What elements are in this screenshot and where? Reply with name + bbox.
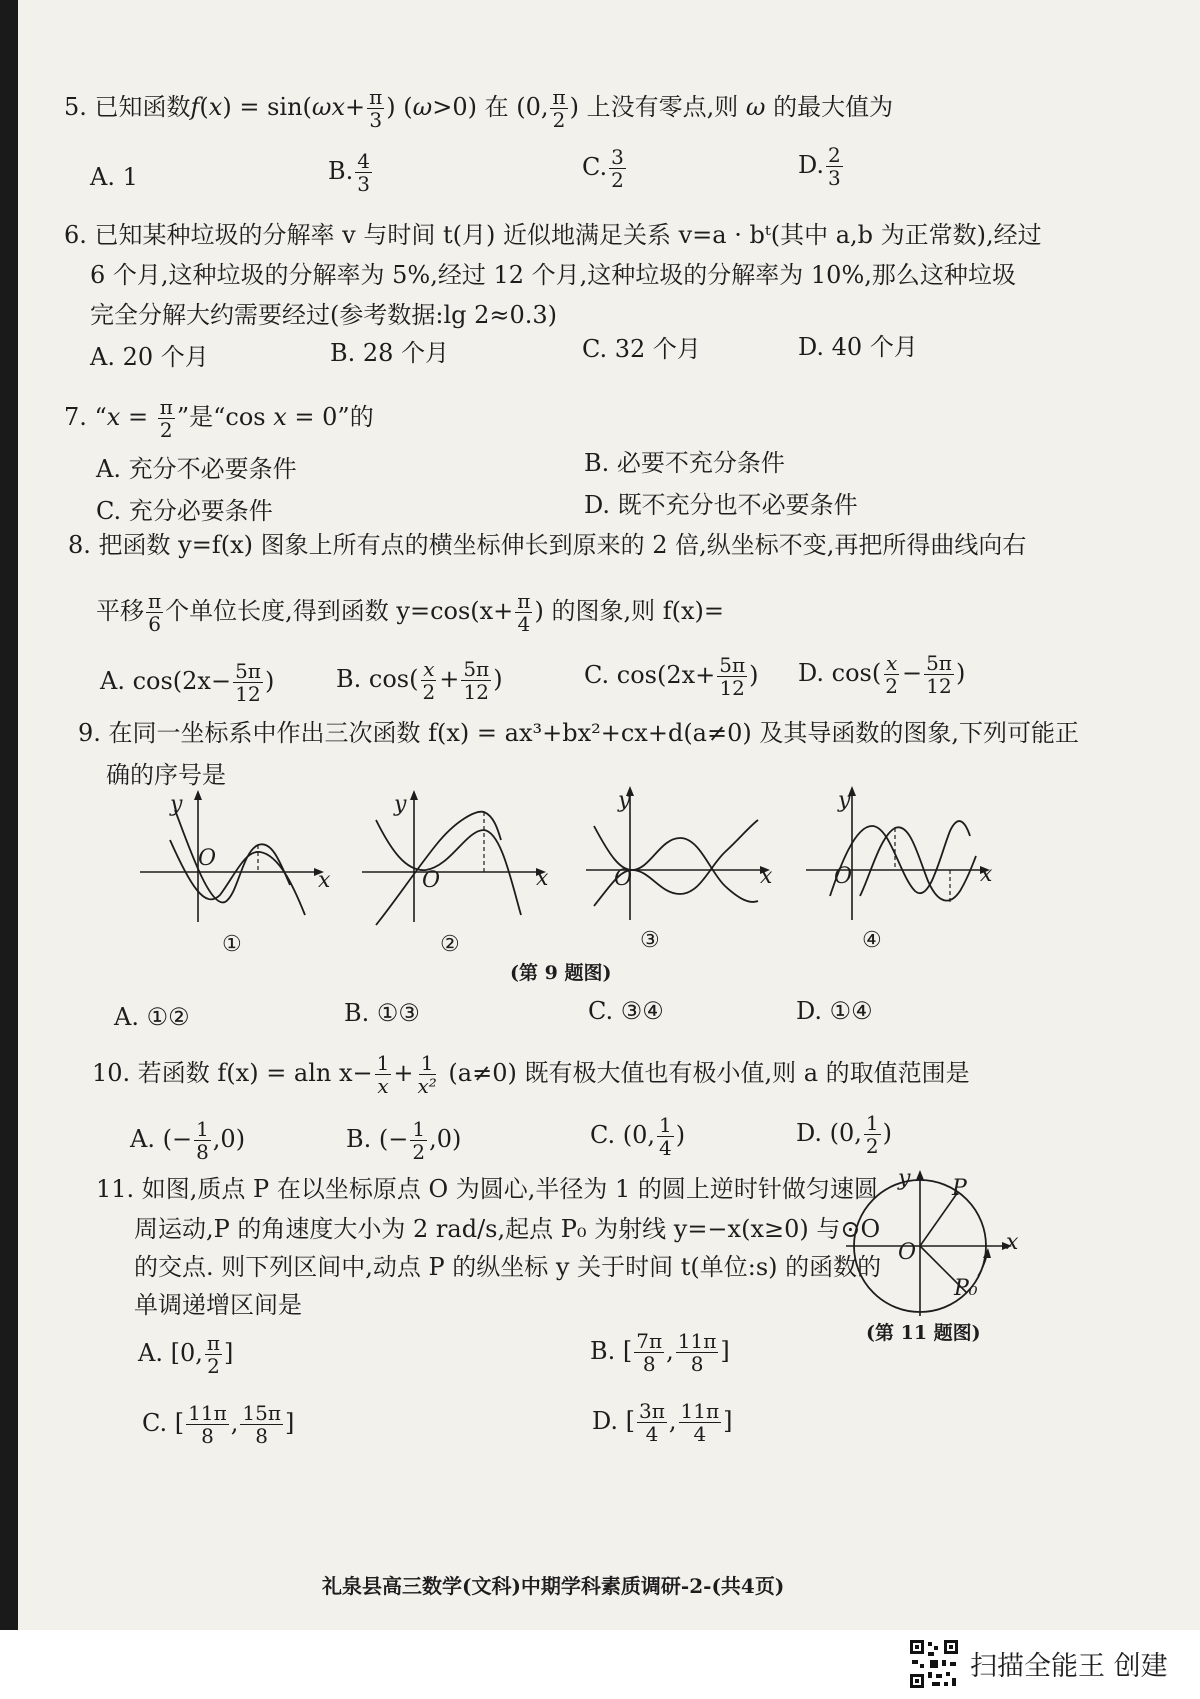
fraction: $\frac{\pi}{2}$ <box>552 85 566 132</box>
axis-label-origin: O <box>614 866 633 891</box>
q9-figure-caption: (第 9 题图) <box>510 962 612 984</box>
q11-stem-line1: 11. 如图,质点 P 在以坐标原点 O 为圆心,半径为 1 的圆上逆时针做匀速圆 <box>96 1175 878 1203</box>
q8-stem-line1: 8. 把函数 y=f(x) 图象上所有点的横坐标伸长到原来的 2 倍,纵坐标不变,再把所得曲线向右 <box>68 531 1027 559</box>
qr-code-icon <box>908 1638 960 1690</box>
axis-label-y: y <box>838 788 851 813</box>
q5-option-c[interactable]: C. $\frac{3}{2}$ <box>582 145 624 192</box>
graph-label-2: ② <box>440 932 460 957</box>
q7-option-a[interactable]: A. 充分不必要条件 <box>96 455 297 483</box>
q11-option-d[interactable]: D. [ $\frac{3\pi}{4}$ , $\frac{11\pi}{4}$ ] <box>592 1399 733 1446</box>
q8-option-b[interactable]: B. cos( $\frac{x}{2}$ + $\frac{5\pi}{12}$ ) <box>336 657 503 704</box>
q5-option-b[interactable]: B. $\frac{4}{3}$ <box>328 149 370 196</box>
q7-option-b[interactable]: B. 必要不充分条件 <box>584 449 785 477</box>
q8-option-d[interactable]: D. cos( $\frac{x}{2}$ − $\frac{5\pi}{12}$ ) <box>798 651 966 698</box>
q7-option-c[interactable]: C. 充分必要条件 <box>96 497 273 525</box>
q8-stem-line2: 平移 $\frac{\pi}{6}$ 个单位长度,得到函数 y=cos(x+ $\frac{\pi}{4}$ ) 的图象,则 f(x)= <box>96 589 724 636</box>
q9-graph-3 <box>580 786 780 926</box>
q10-option-c[interactable]: C. (0, $\frac{1}{4}$ ) <box>590 1113 686 1160</box>
q10-option-a[interactable]: A. (− $\frac{1}{8}$ ,0) <box>130 1117 246 1164</box>
q11-circle-figure <box>840 1170 1020 1320</box>
axis-label-y: y <box>898 1166 911 1191</box>
axis-label-x: x <box>1006 1230 1019 1255</box>
graph-label-1: ① <box>222 932 242 957</box>
axis-label-x: x <box>980 862 993 887</box>
q11-figure-caption: (第 11 题图) <box>866 1322 981 1344</box>
scan-edge <box>0 0 18 1699</box>
axis-label-x: x <box>536 866 549 891</box>
q6-option-d[interactable]: D. 40 个月 <box>798 333 918 361</box>
q5-stem: 5. 已知函数f(x) = sin(ωx+ $\frac{\pi}{3}$ ) (ω>0) 在 (0, $\frac{\pi}{2}$ ) 上没有零点,则 ω 的最大值为 <box>64 85 894 132</box>
watermark-text: 扫描全能王 创建 <box>970 1651 1168 1682</box>
q9-option-a[interactable]: A. ①② <box>114 1003 190 1031</box>
q11-option-c[interactable]: C. [ $\frac{11\pi}{8}$ , $\frac{15\pi}{8}$ ] <box>142 1401 295 1448</box>
axis-label-origin: O <box>834 864 853 889</box>
q6-stem-line2: 6 个月,这种垃圾的分解率为 5%,经过 12 个月,这种垃圾的分解率为 10%,那么这种垃圾 <box>90 261 1016 289</box>
q9-stem-line2: 确的序号是 <box>106 761 226 789</box>
axis-label-origin: O <box>198 846 217 871</box>
q11-option-b[interactable]: B. [ $\frac{7\pi}{8}$ , $\frac{11\pi}{8}$ ] <box>590 1329 730 1376</box>
q6-stem-line1: 6. 已知某种垃圾的分解率 v 与时间 t(月) 近似地满足关系 v=a · bᵗ(其中 a,b 为正常数),经过 <box>64 221 1042 249</box>
axis-label-x: x <box>318 868 331 893</box>
q11-stem-line4: 单调递增区间是 <box>134 1291 302 1319</box>
q9-option-b[interactable]: B. ①③ <box>344 999 420 1027</box>
axis-label-origin: O <box>422 868 441 893</box>
q9-stem-line1: 9. 在同一坐标系中作出三次函数 f(x) = ax³+bx²+cx+d(a≠0) 及其导函数的图象,下列可能正 <box>78 719 1079 747</box>
q6-option-b[interactable]: B. 28 个月 <box>330 339 450 367</box>
axis-label-y: y <box>394 792 407 817</box>
q8-option-a[interactable]: A. cos(2x− $\frac{5\pi}{12}$ ) <box>100 659 275 706</box>
q10-stem: 10. 若函数 f(x) = aln x− $\frac{1}{x}$ + $\frac{1}{\text{x²}}$ (a≠0) 既有极大值也有极小值,则 a 的取值范围是 <box>92 1051 970 1098</box>
q9-graph-2 <box>356 790 556 930</box>
q11-option-a[interactable]: A. [0, $\frac{\pi}{2}$ ] <box>138 1331 234 1378</box>
q7-option-d[interactable]: D. 既不充分也不必要条件 <box>584 491 858 519</box>
q10-option-b[interactable]: B. (− $\frac{1}{2}$ ,0) <box>346 1117 462 1164</box>
q6-stem-line3: 完全分解大约需要经过(参考数据:lg 2≈0.3) <box>90 301 558 329</box>
q6-option-c[interactable]: C. 32 个月 <box>582 335 701 363</box>
q9-option-d[interactable]: D. ①④ <box>796 997 873 1025</box>
page-footer: 礼泉县高三数学(文科)中期学科素质调研-2-(共4页) <box>322 1574 785 1598</box>
fraction: $\frac{\pi}{3}$ <box>369 85 383 132</box>
q9-option-c[interactable]: C. ③④ <box>588 997 664 1025</box>
q7-stem: 7. “x = $\frac{\pi}{2}$ ”是“cos x = 0”的 <box>64 395 374 442</box>
axis-label-y: y <box>618 788 631 813</box>
q11-stem-line3: 的交点. 则下列区间中,动点 P 的纵坐标 y 关于时间 t(单位:s) 的函数的 <box>134 1253 882 1281</box>
graph-label-4: ④ <box>862 928 882 953</box>
axis-label-x: x <box>760 864 773 889</box>
q8-option-c[interactable]: C. cos(2x+ $\frac{5\pi}{12}$ ) <box>584 653 759 700</box>
axis-label-y: y <box>170 792 183 817</box>
graph-label-3: ③ <box>640 928 660 953</box>
q6-option-a[interactable]: A. 20 个月 <box>90 343 209 371</box>
point-label-p0: P₀ <box>954 1276 978 1301</box>
q10-option-d[interactable]: D. (0, $\frac{1}{2}$ ) <box>796 1111 893 1158</box>
q5-option-d[interactable]: D. $\frac{2}{3}$ <box>798 143 841 190</box>
q11-stem-line2: 周运动,P 的角速度大小为 2 rad/s,起点 P₀ 为射线 y=−x(x≥0) 与⊙O <box>134 1215 881 1243</box>
point-label-p: P <box>952 1176 967 1201</box>
q9-graph-1 <box>130 790 330 930</box>
axis-label-origin: O <box>898 1240 917 1265</box>
q9-graph-4 <box>800 786 1000 926</box>
q5-option-a[interactable]: A. 1 <box>90 163 138 191</box>
